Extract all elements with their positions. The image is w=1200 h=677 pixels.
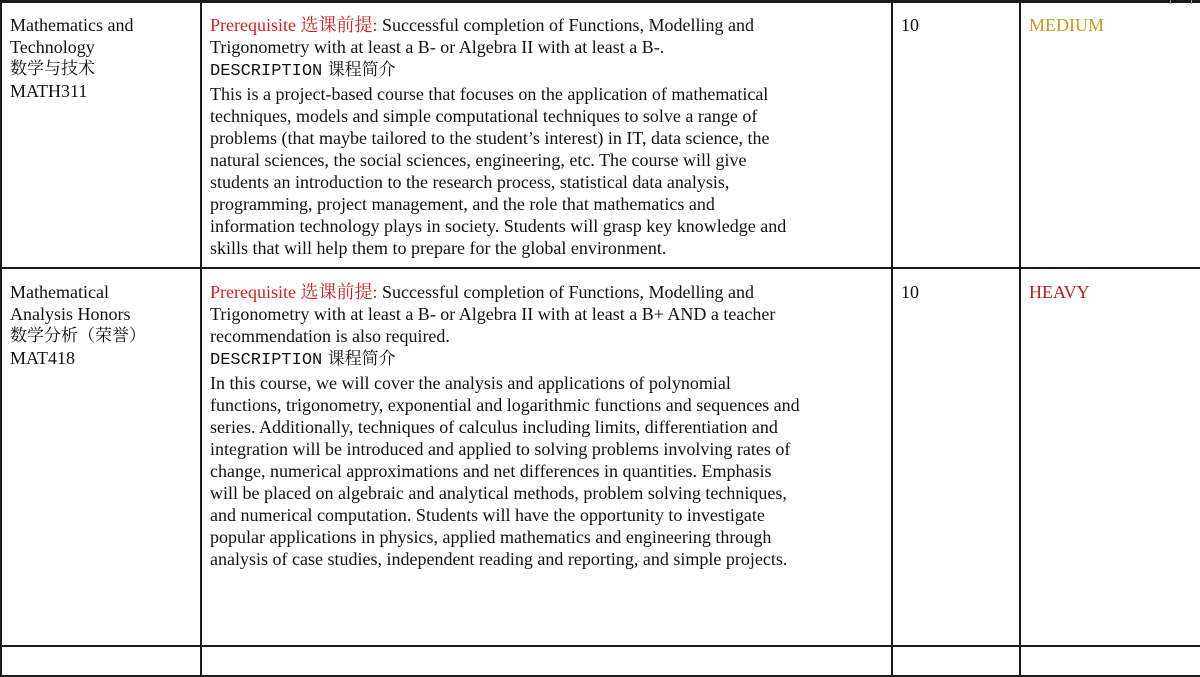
prerequisite-line [210,281,883,303]
description-text: problems (that maybe tailored to the student’s interest) in IT, data science, the [210,128,770,148]
credits-cell [892,268,1020,646]
description-text: change, numerical approximations and net differences in quantities. Emphasis [210,461,772,481]
description-text: In this course, we will cover the analysis and applications of polynomial [210,373,731,393]
prerequisite-text: Successful completion of Functions, Modelling and [377,15,754,35]
description-heading-cn: 课程简介 [322,349,396,369]
description-text: will be placed on algebraic and analytical methods, problem solving techniques, [210,483,787,503]
workload-badge: HEAVY [1029,282,1090,302]
prerequisite-line [210,14,883,36]
credits-cell [892,646,1020,676]
course-description-cell [201,646,892,676]
course-name-cell [1,646,201,676]
workload-cell [1020,268,1200,646]
credits-value: 10 [901,282,919,302]
workload-cell [1020,646,1200,676]
course-description-cell [201,2,892,268]
course-name-line: Mathematics and [10,15,134,35]
prerequisite-text: Successful completion of Functions, Modelling and [377,282,754,302]
course-description-cell [201,268,892,646]
workload-badge: MEDIUM [1029,15,1104,35]
prerequisite-label: Prerequisite 选课前提: [210,282,378,302]
description-text: students an introduction to the research process, statistical data analysis, [210,172,730,192]
description-heading: DESCRIPTION [210,62,323,81]
course-name-cell [1,2,201,268]
course-name-cn: 数学分析（荣誉） [10,326,146,346]
description-heading-line [210,347,883,372]
description-text: series. Additionally, techniques of calculus including limits, differentiation and [210,417,778,437]
course-name-line: Mathematical [10,282,109,302]
course-name-line: Technology [10,37,95,57]
description-text: skills that will help them to prepare for the global environment. [210,238,667,258]
description-text: information technology plays in society. Students will grasp key knowledge and [210,216,787,236]
course-code: MAT418 [10,348,76,368]
description-text: analysis of case studies, independent reading and reporting, and simple projects. [210,549,788,569]
course-row [1,2,1200,268]
course-code: MATH311 [10,81,88,101]
course-row [1,268,1200,646]
course-row-partial [1,646,1200,676]
prerequisite-label: Prerequisite 选课前提: [210,15,378,35]
description-text: techniques, models and simple computational techniques to solve a range of [210,106,758,126]
description-text: integration will be introduced and applied to solving problems involving rates of [210,439,791,459]
course-name-line: Analysis Honors [10,304,131,324]
description-heading-cn: 课程简介 [322,60,396,80]
description-text: functions, trigonometry, exponential and logarithmic functions and sequences and [210,395,800,415]
description-text: and numerical computation. Students will have the opportunity to investigate [210,505,765,525]
prerequisite-text: recommendation is also required. [210,326,450,346]
workload-cell [1020,2,1200,268]
course-table [0,2,1200,677]
description-heading-line [210,58,883,83]
prerequisite-text: Trigonometry with at least a B- or Algebra II with at least a B-. [210,37,665,57]
prerequisite-text: Trigonometry with at least a B- or Algebra II with at least a B+ AND a teacher [210,304,776,324]
description-heading: DESCRIPTION [210,351,323,370]
course-name-cn: 数学与技术 [10,59,95,79]
credits-value: 10 [901,15,919,35]
description-text: popular applications in physics, applied mathematics and engineering through [210,527,772,547]
credits-cell [892,2,1020,268]
description-text: This is a project-based course that focuses on the application of mathematical [210,84,769,104]
course-name-cell [1,268,201,646]
description-text: programming, project management, and the role that mathematics and [210,194,715,214]
description-text: natural sciences, the social sciences, engineering, etc. The course will give [210,150,747,170]
